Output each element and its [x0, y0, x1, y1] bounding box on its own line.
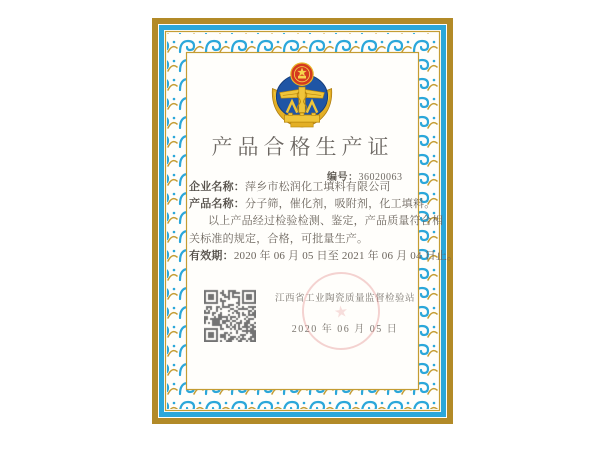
- company-name-value: 萍乡市松润化工填料有限公司: [245, 181, 391, 193]
- qr-code-canvas: [204, 288, 256, 342]
- validity-label: 有效期：: [189, 249, 234, 262]
- serial-label: 编号：: [327, 172, 359, 183]
- certificate-body: [189, 179, 459, 265]
- base-banner-icon: [284, 113, 319, 127]
- company-name-row: [189, 179, 415, 196]
- product-name-value: 分子筛，催化剂，吸附剂，化工填料。: [245, 198, 436, 211]
- quality-supervision-emblem-icon: [262, 56, 342, 134]
- issuer-name: 江西省工业陶瓷质量监督检验站: [274, 294, 415, 304]
- validity-value: 2020 年 06 月 05 日至 2021 年 06 月 04 日止。: [233, 249, 459, 262]
- national-emblem-icon: [291, 63, 313, 85]
- company-name-label: 企业名称：: [189, 181, 245, 193]
- certificate-title: 产品合格生产证: [211, 135, 394, 159]
- product-name-label: 产品名称：: [189, 198, 245, 211]
- issue-date: 2020 年 06 月 05 日: [291, 324, 399, 335]
- statement-line-2: 关标准的规定，合格，可批量生产。: [189, 232, 369, 245]
- qr-code: [204, 288, 256, 342]
- stamp-star-icon: ★: [332, 300, 350, 322]
- product-name-row: [189, 196, 436, 213]
- serial-number: 36020063: [358, 172, 403, 183]
- statement-line-1: 以上产品经过检验检测、鉴定，产品质量符合相: [208, 215, 444, 228]
- validity-row: [189, 248, 459, 265]
- certificate: [152, 18, 459, 424]
